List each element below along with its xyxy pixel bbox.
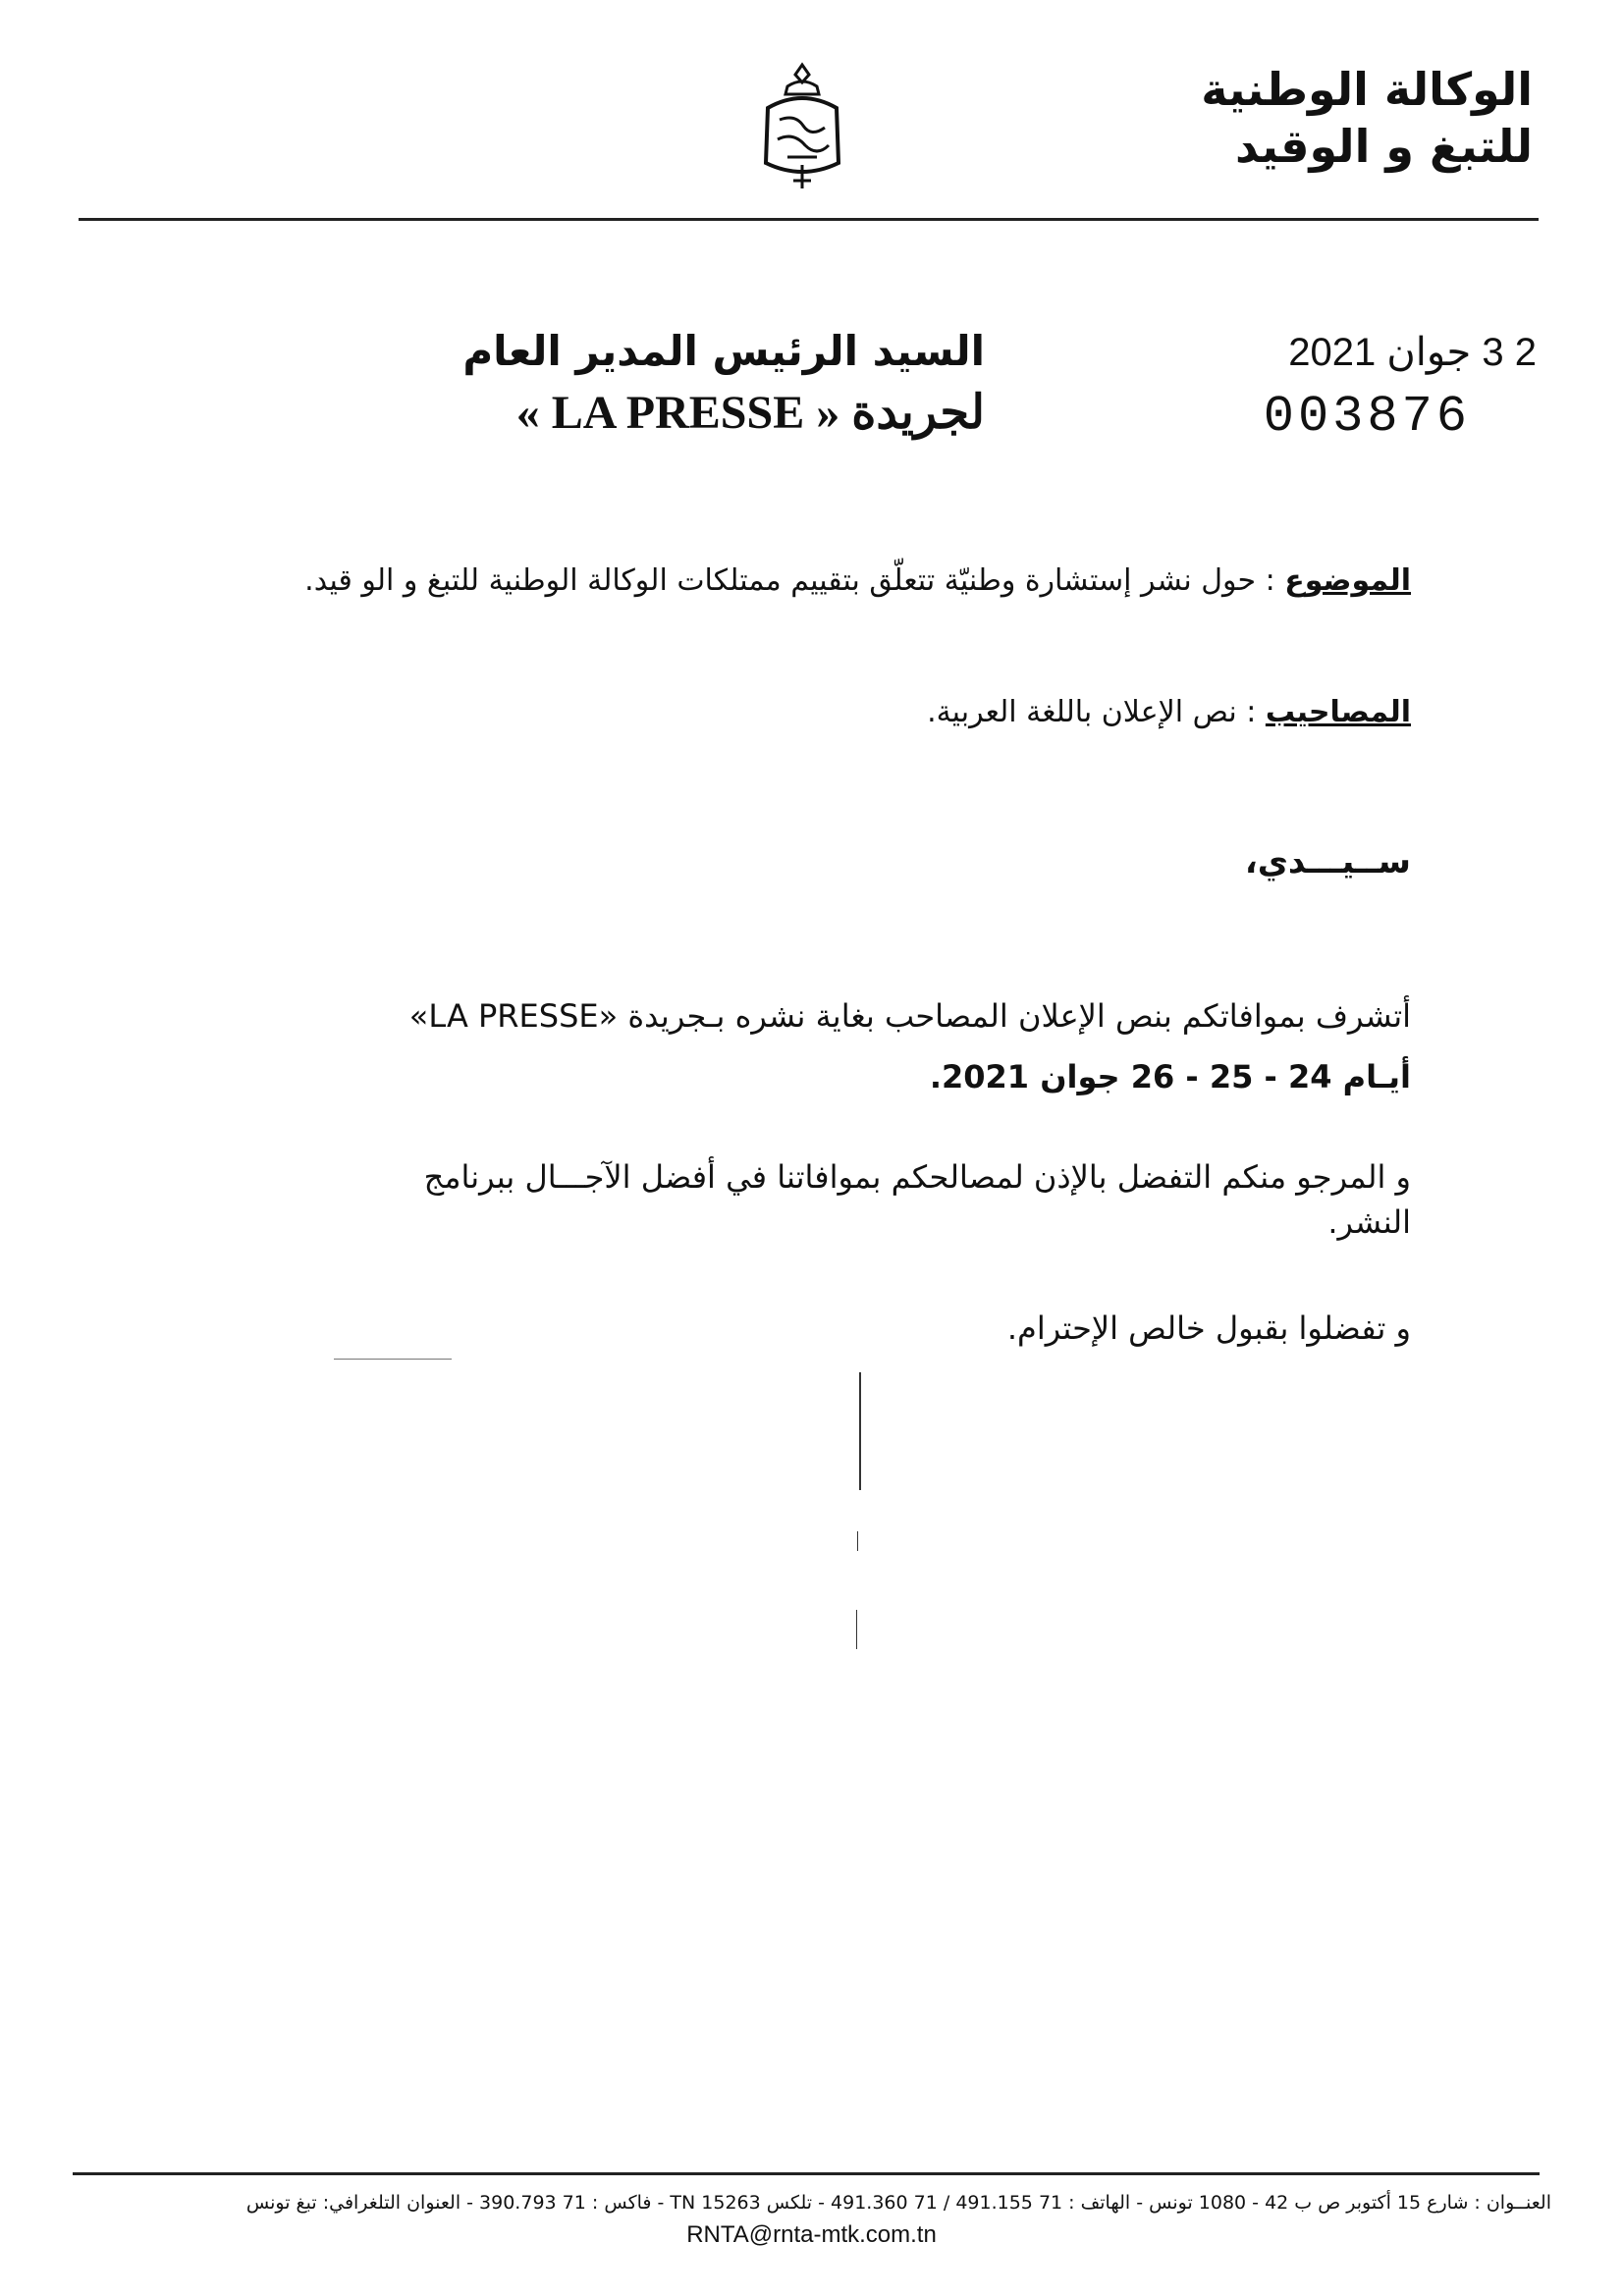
signature-mark (859, 1372, 861, 1490)
salutation: ســيـــدي، (1244, 842, 1411, 881)
scan-mark (856, 1610, 857, 1649)
subject-line (193, 561, 1411, 601)
letter-date: 2 3 جوان 2021 (1288, 331, 1537, 374)
reference-number: 003876 (1263, 388, 1471, 446)
header-divider (79, 218, 1539, 221)
closing-paragraph: و تفضلوا بقبول خالص الإحترام. (1006, 1309, 1411, 1347)
footer-address: العنــوان : شارع 15 أكتوبر ص ب 42 - 1080 تونس - الهاتف : 71 491.155 / 71 491.360 - تلكس TN 15263 - فاكس : 71 390.793 - العنوان التلغرافي: تبغ تونس (245, 2192, 1551, 2214)
attachments-label: المصاحيب (1265, 695, 1411, 729)
footer-email: RNTA@rnta-mtk.com.tn (686, 2221, 937, 2248)
body-paragraph-1-line-2: أيـام 24 - 25 - 26 جوان 2021. (929, 1058, 1411, 1095)
scan-mark (857, 1531, 858, 1551)
attachments-text: : نص الإعلان باللغة العربية. (927, 695, 1266, 729)
attachments-line (193, 693, 1411, 732)
emblem-logo (748, 59, 856, 196)
addressee-newspaper: لجريدة « LA PRESSE » (515, 387, 985, 439)
body-paragraph-1-line-1: أتشرف بموافاتكم بنص الإعلان المصاحب بغاية نشره بـجريدة «LA PRESSE» (408, 997, 1411, 1035)
body-paragraph-2-line-2: النشر. (1327, 1203, 1411, 1241)
organization-name-line2: للتبغ و الوقيد (1235, 120, 1533, 173)
scan-mark (334, 1359, 452, 1360)
footer-divider (73, 2172, 1540, 2175)
organization-name (1120, 61, 1533, 175)
subject-label: الموضوع (1284, 563, 1411, 598)
body-paragraph-2-line-1: و المرجو منكم التفضل بالإذن لمصالحكم بموافاتنا في أفضل الآجـــال ببرنامج (423, 1158, 1411, 1196)
addressee-title: السيد الرئيس المدير العام (462, 327, 985, 375)
organization-name-line1: الوكالة الوطنية (1201, 63, 1533, 116)
subject-text: : حول نشر إستشارة وطنيّة تتعلّق بتقييم ممتلكات الوكالة الوطنية للتبغ و الو قيد. (304, 563, 1285, 598)
